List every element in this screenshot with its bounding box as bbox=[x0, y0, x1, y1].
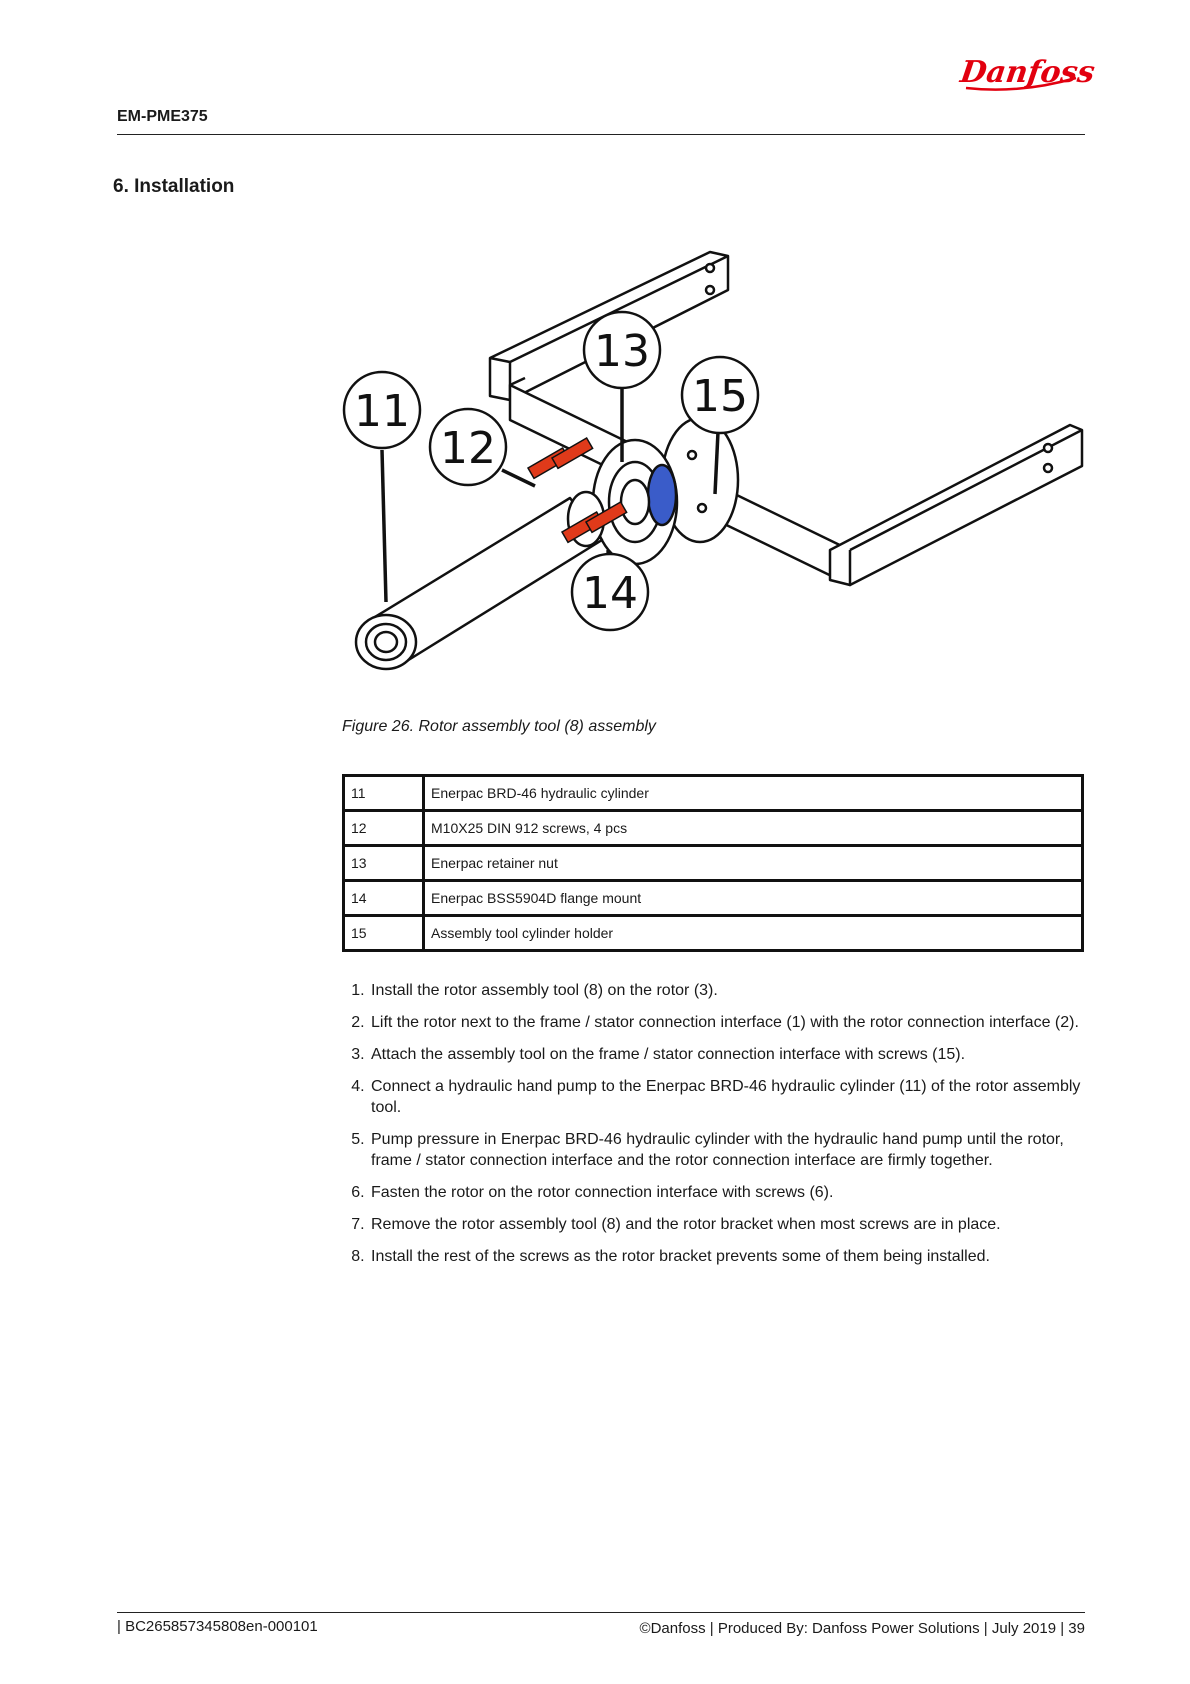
callout-15: 15 bbox=[692, 371, 748, 422]
rotor-assembly-figure bbox=[330, 240, 1080, 710]
header-divider bbox=[117, 134, 1085, 135]
part-number: 11 bbox=[344, 776, 424, 811]
table-row bbox=[344, 776, 1083, 811]
part-description: Enerpac BSS5904D flange mount bbox=[424, 881, 1083, 916]
part-number: 14 bbox=[344, 881, 424, 916]
part-number: 12 bbox=[344, 811, 424, 846]
list-item: 6. Fasten the rotor on the rotor connection interface with screws (6). bbox=[369, 1182, 1084, 1203]
part-description: Assembly tool cylinder holder bbox=[424, 916, 1083, 951]
document-code: EM-PME375 bbox=[117, 108, 208, 125]
table-row bbox=[344, 881, 1083, 916]
list-item: 2. Lift the rotor next to the frame / stator connection interface (1) with the rotor connection interface (2). bbox=[369, 1012, 1084, 1033]
list-item: 4. Connect a hydraulic hand pump to the Enerpac BRD-46 hydraulic cylinder (11) of the rotor assembly tool. bbox=[369, 1076, 1084, 1118]
footer-copyright: ©Danfoss | Produced By: Danfoss Power Solutions | July 2019 | 39 bbox=[639, 1620, 1085, 1637]
list-item: 7. Remove the rotor assembly tool (8) and the rotor bracket when most screws are in place. bbox=[369, 1214, 1084, 1235]
figure-caption: Figure 26. Rotor assembly tool (8) assembly bbox=[342, 718, 656, 735]
section-title: 6. Installation bbox=[113, 176, 235, 197]
part-description: M10X25 DIN 912 screws, 4 pcs bbox=[424, 811, 1083, 846]
list-item: 3. Attach the assembly tool on the frame / stator connection interface with screws (15). bbox=[369, 1044, 1084, 1065]
callout-13: 13 bbox=[594, 326, 650, 377]
table-row bbox=[344, 846, 1083, 881]
list-item: 5. Pump pressure in Enerpac BRD-46 hydraulic cylinder with the hydraulic hand pump until the rotor, frame / stator connection interface and the rotor connection interface are firmly together. bbox=[369, 1129, 1084, 1171]
callout-11: 11 bbox=[354, 386, 410, 437]
parts-table bbox=[342, 774, 1084, 952]
svg-text:Danfoss: Danfoss bbox=[958, 55, 1097, 90]
list-item: 1. Install the rotor assembly tool (8) on the rotor (3). bbox=[369, 980, 1084, 1001]
footer-document-id: | BC265857345808en-000101 bbox=[117, 1618, 318, 1635]
installation-steps bbox=[369, 980, 1084, 1278]
part-number: 15 bbox=[344, 916, 424, 951]
danfoss-logo bbox=[958, 48, 1097, 96]
part-description: Enerpac BRD-46 hydraulic cylinder bbox=[424, 776, 1083, 811]
table-row bbox=[344, 916, 1083, 951]
callout-12: 12 bbox=[440, 423, 496, 474]
callout-14: 14 bbox=[582, 568, 638, 619]
list-item: 8. Install the rest of the screws as the rotor bracket prevents some of them being installed. bbox=[369, 1246, 1084, 1267]
part-number: 13 bbox=[344, 846, 424, 881]
table-row bbox=[344, 811, 1083, 846]
footer-divider bbox=[117, 1612, 1085, 1613]
part-description: Enerpac retainer nut bbox=[424, 846, 1083, 881]
